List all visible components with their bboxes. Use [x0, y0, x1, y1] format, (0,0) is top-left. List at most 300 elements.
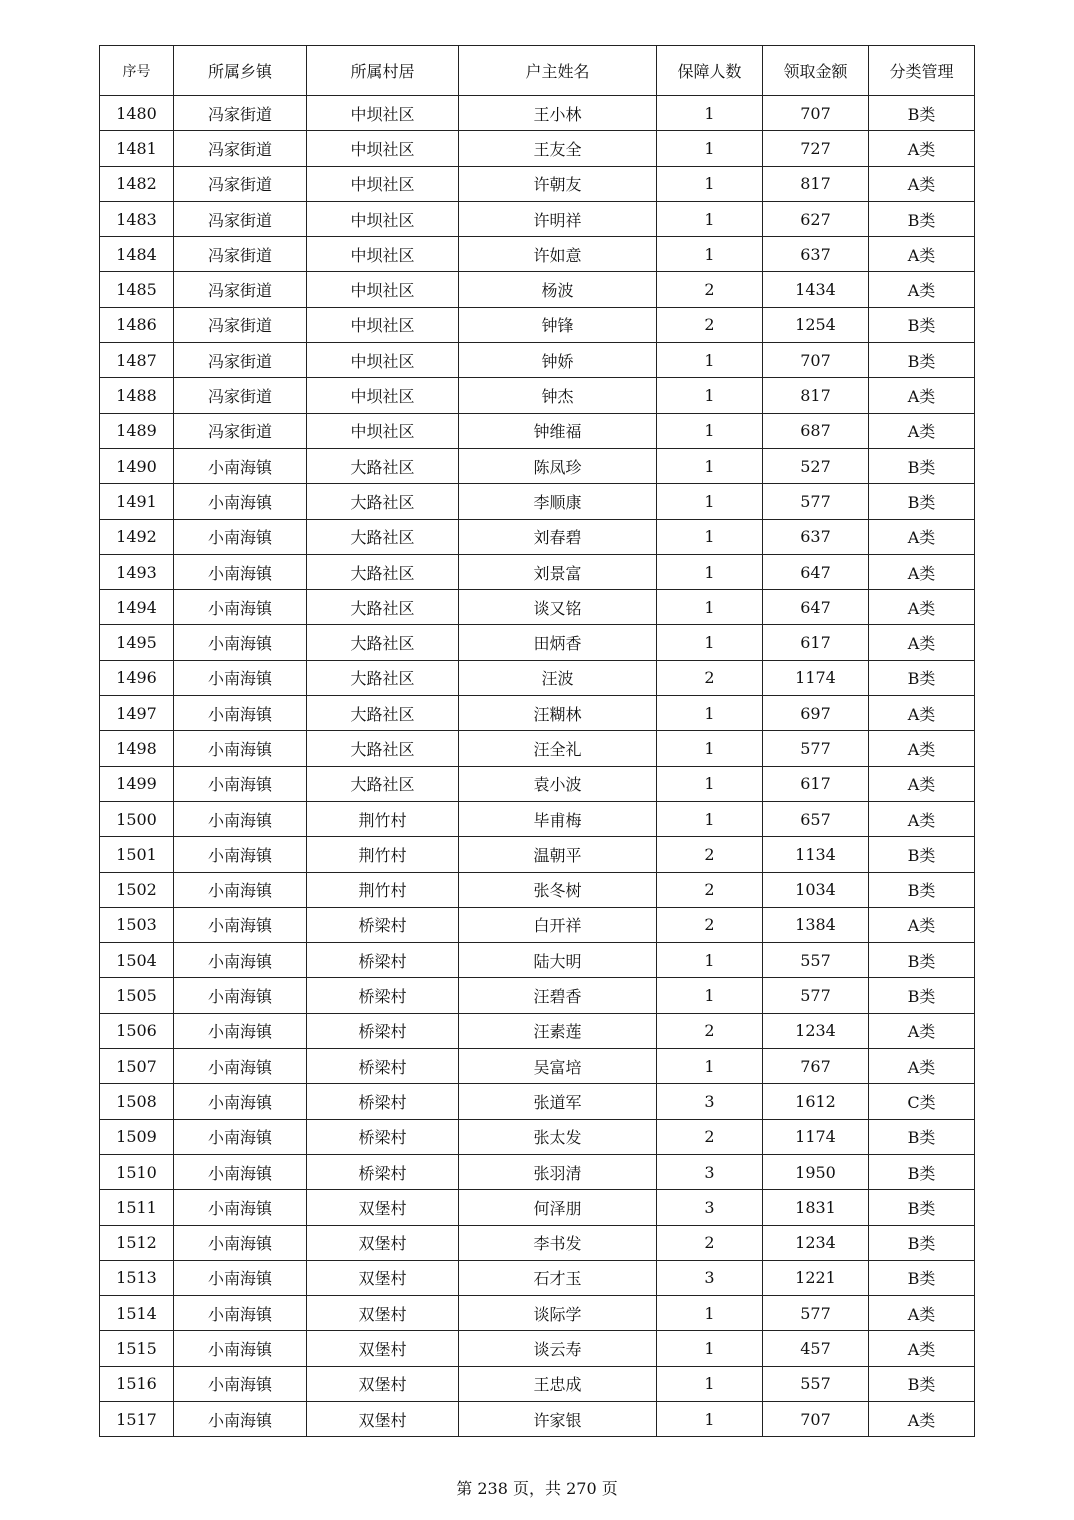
- category-cell: A类: [869, 1013, 975, 1048]
- village-cell: 中坝社区: [307, 131, 459, 166]
- header-category: 分类管理: [869, 46, 975, 96]
- township-cell: 小南海镇: [174, 978, 307, 1013]
- amount-cell: 707: [763, 96, 869, 131]
- category-cell: B类: [869, 1225, 975, 1260]
- amount-cell: 627: [763, 201, 869, 236]
- covered-persons-cell: 1: [657, 378, 763, 413]
- householder-name-cell: 杨波: [459, 272, 657, 307]
- table-body: [100, 96, 975, 1437]
- serial-number-cell: 1501: [100, 837, 174, 872]
- serial-number-cell: 1492: [100, 519, 174, 554]
- township-cell: 小南海镇: [174, 837, 307, 872]
- amount-cell: 1384: [763, 907, 869, 942]
- covered-persons-cell: 1: [657, 413, 763, 448]
- covered-persons-cell: 2: [657, 660, 763, 695]
- householder-name-cell: 谈云寿: [459, 1331, 657, 1366]
- serial-number-cell: 1498: [100, 731, 174, 766]
- village-cell: 中坝社区: [307, 307, 459, 342]
- category-cell: B类: [869, 1154, 975, 1189]
- covered-persons-cell: 1: [657, 166, 763, 201]
- village-cell: 双堡村: [307, 1190, 459, 1225]
- amount-cell: 1434: [763, 272, 869, 307]
- table-row: [100, 1296, 975, 1331]
- householder-name-cell: 陈凤珍: [459, 448, 657, 483]
- covered-persons-cell: 2: [657, 837, 763, 872]
- amount-cell: 707: [763, 343, 869, 378]
- table-row: [100, 484, 975, 519]
- householder-name-cell: 钟维福: [459, 413, 657, 448]
- amount-cell: 637: [763, 237, 869, 272]
- village-cell: 大路社区: [307, 731, 459, 766]
- village-cell: 双堡村: [307, 1225, 459, 1260]
- header-township: 所属乡镇: [174, 46, 307, 96]
- amount-cell: 1950: [763, 1154, 869, 1189]
- serial-number-cell: 1495: [100, 625, 174, 660]
- village-cell: 桥梁村: [307, 978, 459, 1013]
- amount-cell: 697: [763, 696, 869, 731]
- householder-name-cell: 李顺康: [459, 484, 657, 519]
- serial-number-cell: 1499: [100, 766, 174, 801]
- table-row: [100, 343, 975, 378]
- village-cell: 大路社区: [307, 766, 459, 801]
- category-cell: B类: [869, 1190, 975, 1225]
- serial-number-cell: 1509: [100, 1119, 174, 1154]
- amount-cell: 457: [763, 1331, 869, 1366]
- householder-name-cell: 钟杰: [459, 378, 657, 413]
- township-cell: 冯家街道: [174, 166, 307, 201]
- covered-persons-cell: 1: [657, 625, 763, 660]
- covered-persons-cell: 3: [657, 1190, 763, 1225]
- amount-cell: 527: [763, 448, 869, 483]
- village-cell: 中坝社区: [307, 272, 459, 307]
- amount-cell: 1234: [763, 1225, 869, 1260]
- village-cell: 大路社区: [307, 554, 459, 589]
- village-cell: 大路社区: [307, 625, 459, 660]
- header-covered-persons: 保障人数: [657, 46, 763, 96]
- village-cell: 桥梁村: [307, 1013, 459, 1048]
- amount-cell: 577: [763, 484, 869, 519]
- table-row: [100, 272, 975, 307]
- amount-cell: 727: [763, 131, 869, 166]
- category-cell: B类: [869, 1119, 975, 1154]
- category-cell: A类: [869, 625, 975, 660]
- covered-persons-cell: 1: [657, 201, 763, 236]
- serial-number-cell: 1507: [100, 1049, 174, 1084]
- serial-number-cell: 1483: [100, 201, 174, 236]
- category-cell: A类: [869, 590, 975, 625]
- village-cell: 大路社区: [307, 448, 459, 483]
- table-row: [100, 590, 975, 625]
- table-row: [100, 1190, 975, 1225]
- covered-persons-cell: 1: [657, 448, 763, 483]
- householder-name-cell: 张道军: [459, 1084, 657, 1119]
- category-cell: A类: [869, 1296, 975, 1331]
- covered-persons-cell: 1: [657, 96, 763, 131]
- householder-name-cell: 汪全礼: [459, 731, 657, 766]
- covered-persons-cell: 1: [657, 484, 763, 519]
- table-row: [100, 696, 975, 731]
- serial-number-cell: 1494: [100, 590, 174, 625]
- amount-cell: 1254: [763, 307, 869, 342]
- township-cell: 冯家街道: [174, 237, 307, 272]
- category-cell: A类: [869, 131, 975, 166]
- category-cell: B类: [869, 872, 975, 907]
- table-row: [100, 1260, 975, 1295]
- covered-persons-cell: 2: [657, 1225, 763, 1260]
- householder-name-cell: 袁小波: [459, 766, 657, 801]
- amount-cell: 817: [763, 378, 869, 413]
- category-cell: B类: [869, 978, 975, 1013]
- amount-cell: 577: [763, 731, 869, 766]
- amount-cell: 577: [763, 978, 869, 1013]
- table-row: [100, 554, 975, 589]
- table-row: [100, 1225, 975, 1260]
- category-cell: A类: [869, 907, 975, 942]
- serial-number-cell: 1490: [100, 448, 174, 483]
- township-cell: 小南海镇: [174, 519, 307, 554]
- table-row: [100, 1401, 975, 1436]
- township-cell: 小南海镇: [174, 1013, 307, 1048]
- covered-persons-cell: 1: [657, 731, 763, 766]
- covered-persons-cell: 1: [657, 978, 763, 1013]
- table-row: [100, 766, 975, 801]
- category-cell: A类: [869, 1049, 975, 1084]
- serial-number-cell: 1489: [100, 413, 174, 448]
- amount-cell: 767: [763, 1049, 869, 1084]
- village-cell: 桥梁村: [307, 1119, 459, 1154]
- covered-persons-cell: 1: [657, 343, 763, 378]
- category-cell: A类: [869, 801, 975, 836]
- covered-persons-cell: 1: [657, 1049, 763, 1084]
- table-row: [100, 413, 975, 448]
- category-cell: B类: [869, 96, 975, 131]
- table-row: [100, 307, 975, 342]
- category-cell: A类: [869, 554, 975, 589]
- village-cell: 中坝社区: [307, 166, 459, 201]
- village-cell: 大路社区: [307, 696, 459, 731]
- header-serial-number: 序号: [100, 46, 174, 96]
- householder-name-cell: 刘春碧: [459, 519, 657, 554]
- table-row: [100, 1331, 975, 1366]
- householder-name-cell: 陆大明: [459, 943, 657, 978]
- amount-cell: 1234: [763, 1013, 869, 1048]
- township-cell: 小南海镇: [174, 554, 307, 589]
- serial-number-cell: 1514: [100, 1296, 174, 1331]
- amount-cell: 1034: [763, 872, 869, 907]
- village-cell: 桥梁村: [307, 907, 459, 942]
- category-cell: A类: [869, 166, 975, 201]
- township-cell: 小南海镇: [174, 1296, 307, 1331]
- township-cell: 小南海镇: [174, 1190, 307, 1225]
- serial-number-cell: 1482: [100, 166, 174, 201]
- township-cell: 小南海镇: [174, 696, 307, 731]
- category-cell: B类: [869, 1260, 975, 1295]
- householder-name-cell: 谈又铭: [459, 590, 657, 625]
- township-cell: 小南海镇: [174, 625, 307, 660]
- village-cell: 中坝社区: [307, 96, 459, 131]
- serial-number-cell: 1517: [100, 1401, 174, 1436]
- township-cell: 小南海镇: [174, 1049, 307, 1084]
- covered-persons-cell: 1: [657, 1296, 763, 1331]
- serial-number-cell: 1497: [100, 696, 174, 731]
- serial-number-cell: 1487: [100, 343, 174, 378]
- householder-name-cell: 白开祥: [459, 907, 657, 942]
- table-row: [100, 1049, 975, 1084]
- serial-number-cell: 1504: [100, 943, 174, 978]
- village-cell: 桥梁村: [307, 943, 459, 978]
- township-cell: 小南海镇: [174, 1401, 307, 1436]
- category-cell: B类: [869, 484, 975, 519]
- serial-number-cell: 1510: [100, 1154, 174, 1189]
- table-row: [100, 907, 975, 942]
- householder-name-cell: 许朝友: [459, 166, 657, 201]
- category-cell: A类: [869, 519, 975, 554]
- householder-name-cell: 毕甫梅: [459, 801, 657, 836]
- table-row: [100, 237, 975, 272]
- serial-number-cell: 1485: [100, 272, 174, 307]
- village-cell: 中坝社区: [307, 343, 459, 378]
- serial-number-cell: 1505: [100, 978, 174, 1013]
- village-cell: 双堡村: [307, 1260, 459, 1295]
- table-row: [100, 1119, 975, 1154]
- householder-name-cell: 刘景富: [459, 554, 657, 589]
- serial-number-cell: 1515: [100, 1331, 174, 1366]
- township-cell: 冯家街道: [174, 378, 307, 413]
- village-cell: 中坝社区: [307, 413, 459, 448]
- amount-cell: 707: [763, 1401, 869, 1436]
- table-row: [100, 1013, 975, 1048]
- table-row: [100, 201, 975, 236]
- householder-name-cell: 汪素莲: [459, 1013, 657, 1048]
- village-cell: 桥梁村: [307, 1049, 459, 1084]
- serial-number-cell: 1491: [100, 484, 174, 519]
- householder-name-cell: 汪波: [459, 660, 657, 695]
- serial-number-cell: 1481: [100, 131, 174, 166]
- amount-cell: 657: [763, 801, 869, 836]
- table-row: [100, 872, 975, 907]
- category-cell: A类: [869, 272, 975, 307]
- serial-number-cell: 1486: [100, 307, 174, 342]
- assistance-table: [99, 45, 975, 1437]
- covered-persons-cell: 1: [657, 943, 763, 978]
- table-row: [100, 731, 975, 766]
- category-cell: B类: [869, 307, 975, 342]
- serial-number-cell: 1500: [100, 801, 174, 836]
- township-cell: 小南海镇: [174, 590, 307, 625]
- table-header: [100, 46, 975, 96]
- township-cell: 小南海镇: [174, 1225, 307, 1260]
- covered-persons-cell: 3: [657, 1154, 763, 1189]
- village-cell: 双堡村: [307, 1401, 459, 1436]
- township-cell: 小南海镇: [174, 801, 307, 836]
- householder-name-cell: 李书发: [459, 1225, 657, 1260]
- table-row: [100, 166, 975, 201]
- township-cell: 冯家街道: [174, 343, 307, 378]
- township-cell: 小南海镇: [174, 943, 307, 978]
- amount-cell: 1134: [763, 837, 869, 872]
- table-row: [100, 1154, 975, 1189]
- category-cell: B类: [869, 201, 975, 236]
- township-cell: 冯家街道: [174, 131, 307, 166]
- covered-persons-cell: 2: [657, 872, 763, 907]
- header-amount: 领取金额: [763, 46, 869, 96]
- householder-name-cell: 许如意: [459, 237, 657, 272]
- serial-number-cell: 1513: [100, 1260, 174, 1295]
- householder-name-cell: 许明祥: [459, 201, 657, 236]
- category-cell: A类: [869, 731, 975, 766]
- amount-cell: 557: [763, 943, 869, 978]
- table-row: [100, 625, 975, 660]
- table-row: [100, 1366, 975, 1401]
- covered-persons-cell: 1: [657, 519, 763, 554]
- householder-name-cell: 钟娇: [459, 343, 657, 378]
- township-cell: 小南海镇: [174, 1331, 307, 1366]
- table-row: [100, 660, 975, 695]
- village-cell: 荆竹村: [307, 801, 459, 836]
- village-cell: 中坝社区: [307, 378, 459, 413]
- amount-cell: 817: [763, 166, 869, 201]
- header-village: 所属村居: [307, 46, 459, 96]
- serial-number-cell: 1484: [100, 237, 174, 272]
- township-cell: 小南海镇: [174, 872, 307, 907]
- category-cell: B类: [869, 343, 975, 378]
- covered-persons-cell: 2: [657, 272, 763, 307]
- covered-persons-cell: 1: [657, 237, 763, 272]
- serial-number-cell: 1502: [100, 872, 174, 907]
- category-cell: A类: [869, 1401, 975, 1436]
- covered-persons-cell: 1: [657, 1331, 763, 1366]
- covered-persons-cell: 3: [657, 1260, 763, 1295]
- category-cell: A类: [869, 1331, 975, 1366]
- serial-number-cell: 1508: [100, 1084, 174, 1119]
- householder-name-cell: 许家银: [459, 1401, 657, 1436]
- householder-name-cell: 田炳香: [459, 625, 657, 660]
- township-cell: 小南海镇: [174, 1260, 307, 1295]
- village-cell: 桥梁村: [307, 1084, 459, 1119]
- township-cell: 小南海镇: [174, 1119, 307, 1154]
- village-cell: 荆竹村: [307, 872, 459, 907]
- covered-persons-cell: 1: [657, 554, 763, 589]
- category-cell: A类: [869, 237, 975, 272]
- amount-cell: 1831: [763, 1190, 869, 1225]
- covered-persons-cell: 2: [657, 907, 763, 942]
- township-cell: 小南海镇: [174, 766, 307, 801]
- householder-name-cell: 张太发: [459, 1119, 657, 1154]
- village-cell: 中坝社区: [307, 237, 459, 272]
- amount-cell: 1174: [763, 660, 869, 695]
- village-cell: 大路社区: [307, 590, 459, 625]
- covered-persons-cell: 2: [657, 307, 763, 342]
- table-row: [100, 519, 975, 554]
- serial-number-cell: 1493: [100, 554, 174, 589]
- householder-name-cell: 何泽朋: [459, 1190, 657, 1225]
- village-cell: 中坝社区: [307, 201, 459, 236]
- township-cell: 小南海镇: [174, 731, 307, 766]
- covered-persons-cell: 1: [657, 1401, 763, 1436]
- serial-number-cell: 1512: [100, 1225, 174, 1260]
- householder-name-cell: 谈际学: [459, 1296, 657, 1331]
- township-cell: 小南海镇: [174, 907, 307, 942]
- table-row: [100, 96, 975, 131]
- village-cell: 双堡村: [307, 1296, 459, 1331]
- householder-name-cell: 王友全: [459, 131, 657, 166]
- village-cell: 大路社区: [307, 484, 459, 519]
- township-cell: 小南海镇: [174, 448, 307, 483]
- village-cell: 双堡村: [307, 1331, 459, 1366]
- householder-name-cell: 王忠成: [459, 1366, 657, 1401]
- table-row: [100, 131, 975, 166]
- village-cell: 荆竹村: [307, 837, 459, 872]
- covered-persons-cell: 1: [657, 766, 763, 801]
- serial-number-cell: 1488: [100, 378, 174, 413]
- amount-cell: 647: [763, 554, 869, 589]
- amount-cell: 1221: [763, 1260, 869, 1295]
- amount-cell: 687: [763, 413, 869, 448]
- table-row: [100, 378, 975, 413]
- category-cell: A类: [869, 413, 975, 448]
- page-footer: 第 238 页，共 270 页: [456, 1479, 618, 1498]
- category-cell: B类: [869, 943, 975, 978]
- township-cell: 小南海镇: [174, 1084, 307, 1119]
- table-row: [100, 943, 975, 978]
- amount-cell: 557: [763, 1366, 869, 1401]
- township-cell: 冯家街道: [174, 307, 307, 342]
- village-cell: 桥梁村: [307, 1154, 459, 1189]
- householder-name-cell: 张羽清: [459, 1154, 657, 1189]
- header-householder-name: 户主姓名: [459, 46, 657, 96]
- category-cell: B类: [869, 1366, 975, 1401]
- township-cell: 小南海镇: [174, 1366, 307, 1401]
- category-cell: B类: [869, 448, 975, 483]
- category-cell: C类: [869, 1084, 975, 1119]
- covered-persons-cell: 1: [657, 801, 763, 836]
- householder-name-cell: 汪糊林: [459, 696, 657, 731]
- village-cell: 双堡村: [307, 1366, 459, 1401]
- amount-cell: 577: [763, 1296, 869, 1331]
- category-cell: A类: [869, 378, 975, 413]
- covered-persons-cell: 1: [657, 590, 763, 625]
- amount-cell: 617: [763, 766, 869, 801]
- serial-number-cell: 1480: [100, 96, 174, 131]
- header-row: [100, 46, 975, 96]
- category-cell: A类: [869, 696, 975, 731]
- amount-cell: 1174: [763, 1119, 869, 1154]
- township-cell: 小南海镇: [174, 660, 307, 695]
- township-cell: 冯家街道: [174, 413, 307, 448]
- householder-name-cell: 王小林: [459, 96, 657, 131]
- householder-name-cell: 汪碧香: [459, 978, 657, 1013]
- serial-number-cell: 1511: [100, 1190, 174, 1225]
- amount-cell: 637: [763, 519, 869, 554]
- householder-name-cell: 张冬树: [459, 872, 657, 907]
- township-cell: 小南海镇: [174, 484, 307, 519]
- covered-persons-cell: 1: [657, 696, 763, 731]
- table-row: [100, 448, 975, 483]
- covered-persons-cell: 1: [657, 131, 763, 166]
- township-cell: 冯家街道: [174, 272, 307, 307]
- covered-persons-cell: 3: [657, 1084, 763, 1119]
- covered-persons-cell: 1: [657, 1366, 763, 1401]
- township-cell: 冯家街道: [174, 96, 307, 131]
- covered-persons-cell: 2: [657, 1013, 763, 1048]
- township-cell: 冯家街道: [174, 201, 307, 236]
- village-cell: 大路社区: [307, 660, 459, 695]
- serial-number-cell: 1496: [100, 660, 174, 695]
- householder-name-cell: 温朝平: [459, 837, 657, 872]
- category-cell: A类: [869, 766, 975, 801]
- category-cell: B类: [869, 660, 975, 695]
- serial-number-cell: 1506: [100, 1013, 174, 1048]
